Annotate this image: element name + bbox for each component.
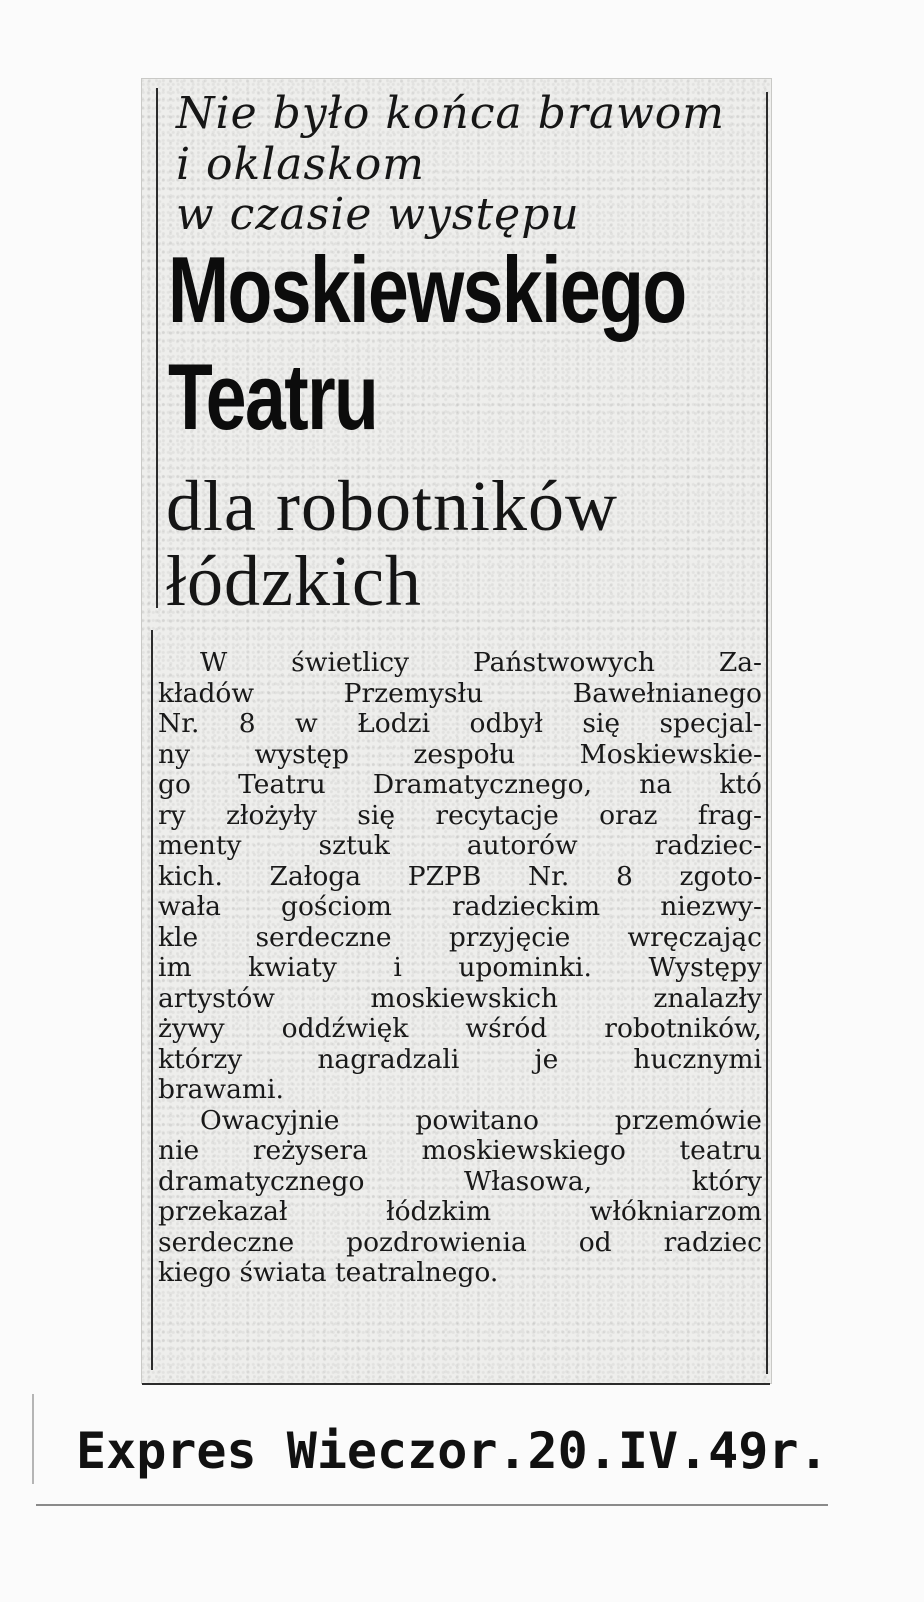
margin-mark	[32, 1394, 34, 1484]
clipping-edge-left-bottom	[151, 630, 153, 1370]
body-line: artystów moskiewskich znalazły	[158, 983, 762, 1014]
headline-line-1: Moskiewskiego	[168, 237, 686, 342]
body-line: wała gościom radzieckim niezwy-	[158, 892, 762, 922]
body-line: żywy oddźwięk wśród robotników,	[158, 1014, 762, 1044]
body-line: kładów Przemysłu Bawełnianego	[158, 678, 762, 709]
base-rule	[36, 1504, 828, 1506]
body-line: kich. Załoga PZPB Nr. 8 zgoto-	[158, 861, 762, 892]
kicker-line-3: w czasie występu	[176, 189, 580, 240]
body-line: kiego świata teatralnego.	[158, 1258, 499, 1288]
headline-line-2: Teatru	[168, 344, 378, 449]
body-line: W świetlicy Państwowych Za-	[200, 648, 762, 678]
kicker-line-1: Nie było końca brawom	[176, 88, 726, 139]
body-line: ny występ zespołu Moskiewskie-	[158, 739, 762, 770]
body-line: serdeczne pozdrowienia od radziec	[158, 1227, 762, 1258]
clipping-edge-left-top	[156, 88, 158, 608]
body-line: dramatycznego Własowa, który	[158, 1166, 762, 1197]
body-line: im kwiaty i upominki. Występy	[158, 953, 762, 983]
body-line: go Teatru Dramatycznego, na któ	[158, 770, 762, 800]
body-line: Owacyjnie powitano przemówie	[200, 1105, 762, 1136]
body-line: nie reżysera moskiewskiego teatru	[158, 1136, 762, 1166]
body-line: menty sztuk autorów radziec-	[158, 831, 762, 861]
subheadline-line-1: dla robotników	[166, 466, 618, 546]
subheadline-line-2: łódzkich	[166, 541, 422, 621]
body-line: ry złożyły się recytacje oraz frag-	[158, 800, 762, 831]
article-body	[158, 648, 762, 1289]
kicker-line-2: i oklaskom	[176, 139, 425, 190]
source-caption: Expres Wieczor.20.IV.49r.	[76, 1422, 829, 1480]
body-line: brawami.	[158, 1075, 284, 1105]
body-line: kle serdeczne przyjęcie wręczając	[158, 922, 762, 953]
body-line: którzy nagradzali je hucznymi	[158, 1044, 762, 1075]
clipping-edge-right	[766, 92, 768, 1374]
body-line: Nr. 8 w Łodzi odbył się specjal-	[158, 709, 762, 739]
body-line: przekazał łódzkim włókniarzom	[158, 1197, 762, 1227]
clipping-edge-bottom	[142, 1383, 770, 1385]
